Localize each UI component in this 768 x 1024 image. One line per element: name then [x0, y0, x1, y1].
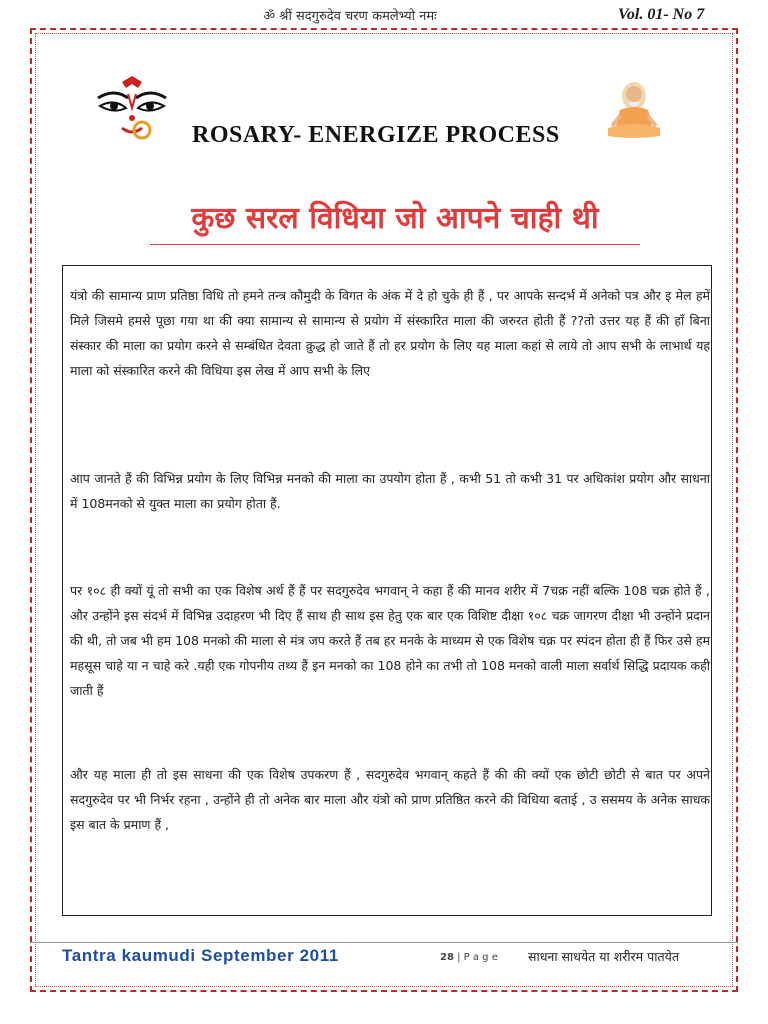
- meditating-sage-icon: [602, 76, 666, 142]
- article-title: ROSARY- ENERGIZE PROCESS: [192, 122, 560, 148]
- volume-label: Vol. 01- No 7: [618, 6, 705, 23]
- page-number: 28: [440, 952, 454, 963]
- hindi-heading: कुछ सरल विधिया जो आपने चाही थी: [191, 201, 599, 236]
- magazine-name: Tantra kaumudi September 2011: [62, 946, 339, 965]
- heading-underline: [150, 244, 640, 245]
- page-number-block: [440, 952, 498, 963]
- footer-motto: साधना साधयेत या शरीरम पातयेत: [528, 949, 679, 964]
- goddess-eyes-icon: [92, 76, 172, 148]
- paragraph-4: और यह माला ही तो इस साधना की एक विशेष उपकरण हैं , सदगुरुदेव भगवान् कहते हैं की की क्यों एक छोटी छोटी से बात पर अपने सदगुरुदेव पर भी निर्भर रहना , उन्होंने ही तो अनेक बार माला और यंत्रो को प्राण प्रतिष्ठित करने की विधिया बताई , उ ससमय के अनेक साधक इस बात के प्रमाण हैं ,: [70, 767, 710, 832]
- header-mantra: ॐ श्रीं सदगुरुदेव चरण कमलेभ्यो नमः: [263, 9, 437, 24]
- footer-divider: [30, 942, 738, 943]
- paragraph-1: यंत्रो की सामान्य प्राण प्रतिष्ठा विधि तो हमने तन्त्र कौमुदी के विगत के अंक में दे हो चुके ही हैं , पर आपके सन्दर्भ में अनेको पत्र और इ मेल हमें मिले जिसमे हमसे पूछा गया था की क्या सामान्य से सामान्य से प्रयोग में संस्कारित माला की जरुरत होती हैं ??तो उत्तर यह हैं की हाँ बिना संस्कार की माला का प्रयोग करने से सम्बंधित देवता क्रुद्ध हो जाते हैं तो हर प्रयोग के लिए यह माला कहां से लाये तो आप सभी के लाभार्थ यह माला को संस्कारित करने की विधिया इस लेख में आप सभी के लिए: [70, 288, 710, 378]
- paragraph-3: पर १०८ ही क्यों यूं तो सभी का एक विशेष अर्थ हैं हैं पर सदगुरुदेव भगवान् ने कहा हैं की मानव शरीर में 7चक्र नहीं बल्कि 108 चक्र होते हैं , और उन्होंने इस संदर्भ में विभिन्न उदाहरण भी दिए हैं साथ ही साथ इस हेतु एक बार एक विशिष्ट दीक्षा १०८ चक्र जागरण दीक्षा भी उन्होंने प्रदान की थी, तो जब भी हम 108 मनको की माला से मंत्र जप करते हैं तब हर मनके के माध्यम से एक विशेष चक्र पर स्पंदन होता ही हैं फिर उसे हम महसूस चाहे या न चाहे करे .यही एक गोपनीय तथ्य हैं इन मनको का 108 होने का तभी तो 108 मनको वाली माला सर्वार्थ सिद्धि प्रदायक कही जाती हैं: [70, 583, 710, 698]
- page-label: | P a g e: [457, 952, 498, 963]
- paragraph-2: आप जानते हैं की विभिन्न प्रयोग के लिए विभिन्न मनको की माला का उपयोग होता हैं , कभी 51 तो कभी 31 पर अधिकांश प्रयोग और साधना में 108मनको से युक्त माला का प्रयोग होता हैं.: [70, 471, 710, 511]
